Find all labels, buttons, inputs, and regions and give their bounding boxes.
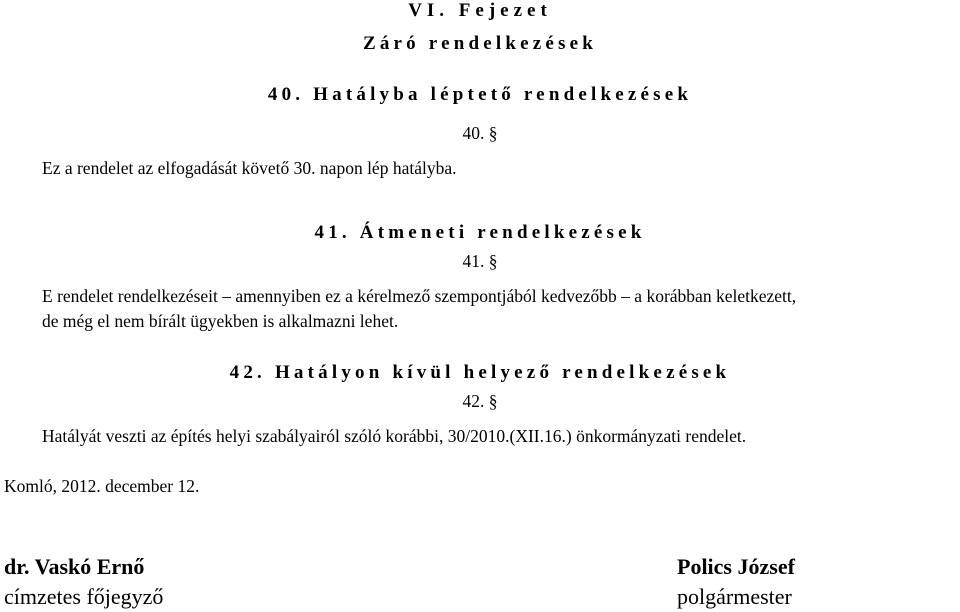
chapter-number: VI. Fejezet	[408, 0, 552, 21]
section-number-40: 40. §	[462, 123, 498, 143]
signature-left-title: címzetes főjegyző	[4, 584, 164, 609]
section-number-42: 42. §	[462, 391, 498, 411]
section-heading-41: 41. Átmeneti rendelkezések	[314, 222, 646, 243]
signature-left-name: dr. Vaskó Ernő	[4, 554, 145, 579]
section-heading-42: 42. Hatályon kívül helyező rendelkezések	[229, 362, 731, 383]
chapter-title: Záró rendelkezések	[362, 33, 598, 54]
section-heading-40: 40. Hatályba léptető rendelkezések	[267, 84, 693, 105]
section-text-40: Ez a rendelet az elfogadását követő 30. napon lép hatályba.	[42, 158, 457, 178]
section-text-41-line-2: de még el nem bírált ügyekben is alkalmazni lehet.	[42, 311, 399, 331]
signature-right-name: Polics József	[677, 554, 795, 579]
signature-right-title: polgármester	[677, 584, 792, 609]
place-date: Komló, 2012. december 12.	[4, 476, 200, 496]
section-text-41-line-1: E rendelet rendelkezéseit – amennyiben ez a kérelmező szempontjából kedvezőbb – a korábban keletkezett,	[42, 286, 797, 306]
section-number-41: 41. §	[462, 251, 498, 271]
section-text-42: Hatályát veszti az építés helyi szabályairól szóló korábbi, 30/2010.(XII.16.) önkormányzati rendelet.	[42, 426, 747, 446]
